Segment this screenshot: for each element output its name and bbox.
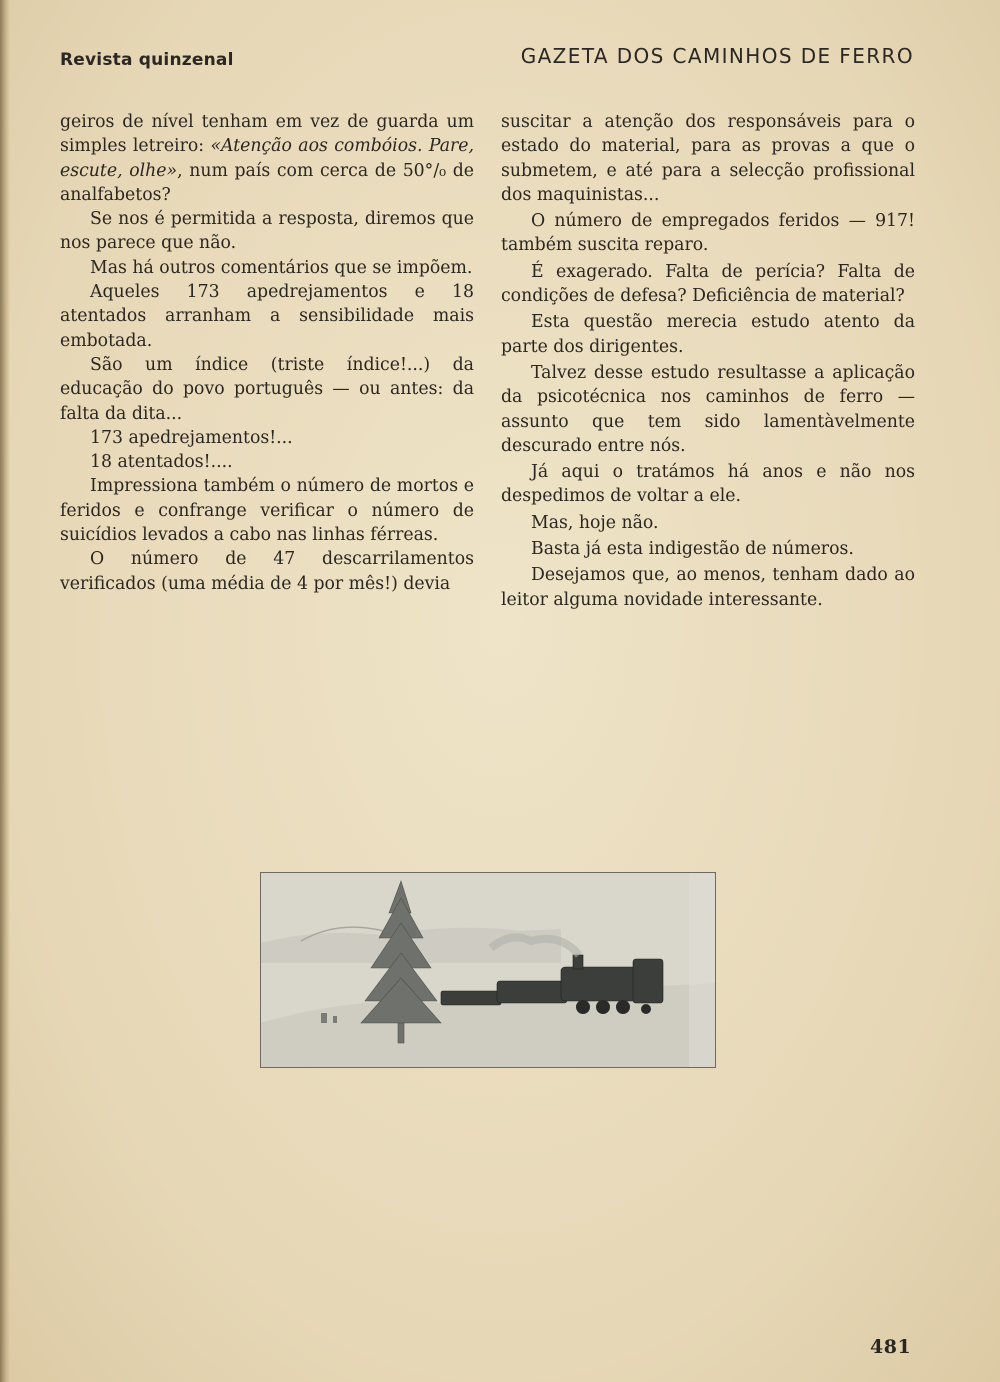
train-illustration <box>260 872 716 1068</box>
sign-quote: «Atenção aos combóios. Pare, escute, olhe» <box>60 136 474 181</box>
train-drawing <box>261 873 715 1067</box>
paragraph-text: geiros de nível tenham em vez de guarda um simples letreiro: <box>60 112 474 157</box>
paragraph: Já aqui o tratámos há anos e não nos despedimos de voltar a ele. <box>501 462 915 507</box>
right-text-column <box>501 110 915 612</box>
paragraph: Mas, hoje não. <box>531 512 659 533</box>
page-number: 481 <box>870 1336 912 1358</box>
paragraph: Basta já esta indigestão de números. <box>531 539 854 560</box>
paragraph <box>60 110 474 207</box>
paragraph: 18 atentados!.... <box>90 452 233 473</box>
paragraph: Talvez desse estudo resultasse a aplicação da psicotécnica nos caminhos de ferro — assunto que tem sido lamentàvelmente descurado entre nós. <box>501 362 915 456</box>
paragraph: São um índice (triste índice!...) da educação do povo português — ou antes: da falta da dita... <box>60 354 474 424</box>
paragraph: 173 apedrejamentos!... <box>90 427 293 448</box>
paragraph-text: , num país com cerca de 50°/₀ de analfabetos? <box>60 160 474 205</box>
left-text-column <box>60 110 474 596</box>
paragraph: Impressiona também o número de mortos e feridos e confrange verificar o número de suicídios levados a cabo nas linhas férreas. <box>60 476 474 546</box>
paragraph: suscitar a atenção dos responsáveis para o estado do material, para as provas a que o submetem, e até para a selecção profissional dos maquinistas... <box>501 112 915 205</box>
paragraph: Aqueles 173 apedrejamentos e 18 atentados arranham a sensibilidade mais embotada. <box>60 282 474 351</box>
header-right-title: GAZETA DOS CAMINHOS DE FERRO <box>520 44 914 68</box>
paragraph: Desejamos que, ao menos, tenham dado ao leitor alguma novidade interessante. <box>501 565 915 610</box>
paragraph: É exagerado. Falta de perícia? Falta de condições de defesa? Deficiência de material? <box>501 261 915 307</box>
paragraph: Esta questão merecia estudo atento da parte dos dirigentes. <box>501 312 915 357</box>
header-left-title: Revista quinzenal <box>60 50 234 70</box>
page-edge-shadow <box>0 0 10 1382</box>
paragraph: Mas há outros comentários que se impõem. <box>90 257 473 278</box>
paragraph: O número de 47 descarrilamentos verificados (uma média de 4 por mês!) devia <box>60 549 474 594</box>
paragraph: O número de empregados feridos — 917! também suscita reparo. <box>501 211 915 256</box>
paragraph: Se nos é permitida a resposta, diremos que nos parece que não. <box>60 209 474 254</box>
